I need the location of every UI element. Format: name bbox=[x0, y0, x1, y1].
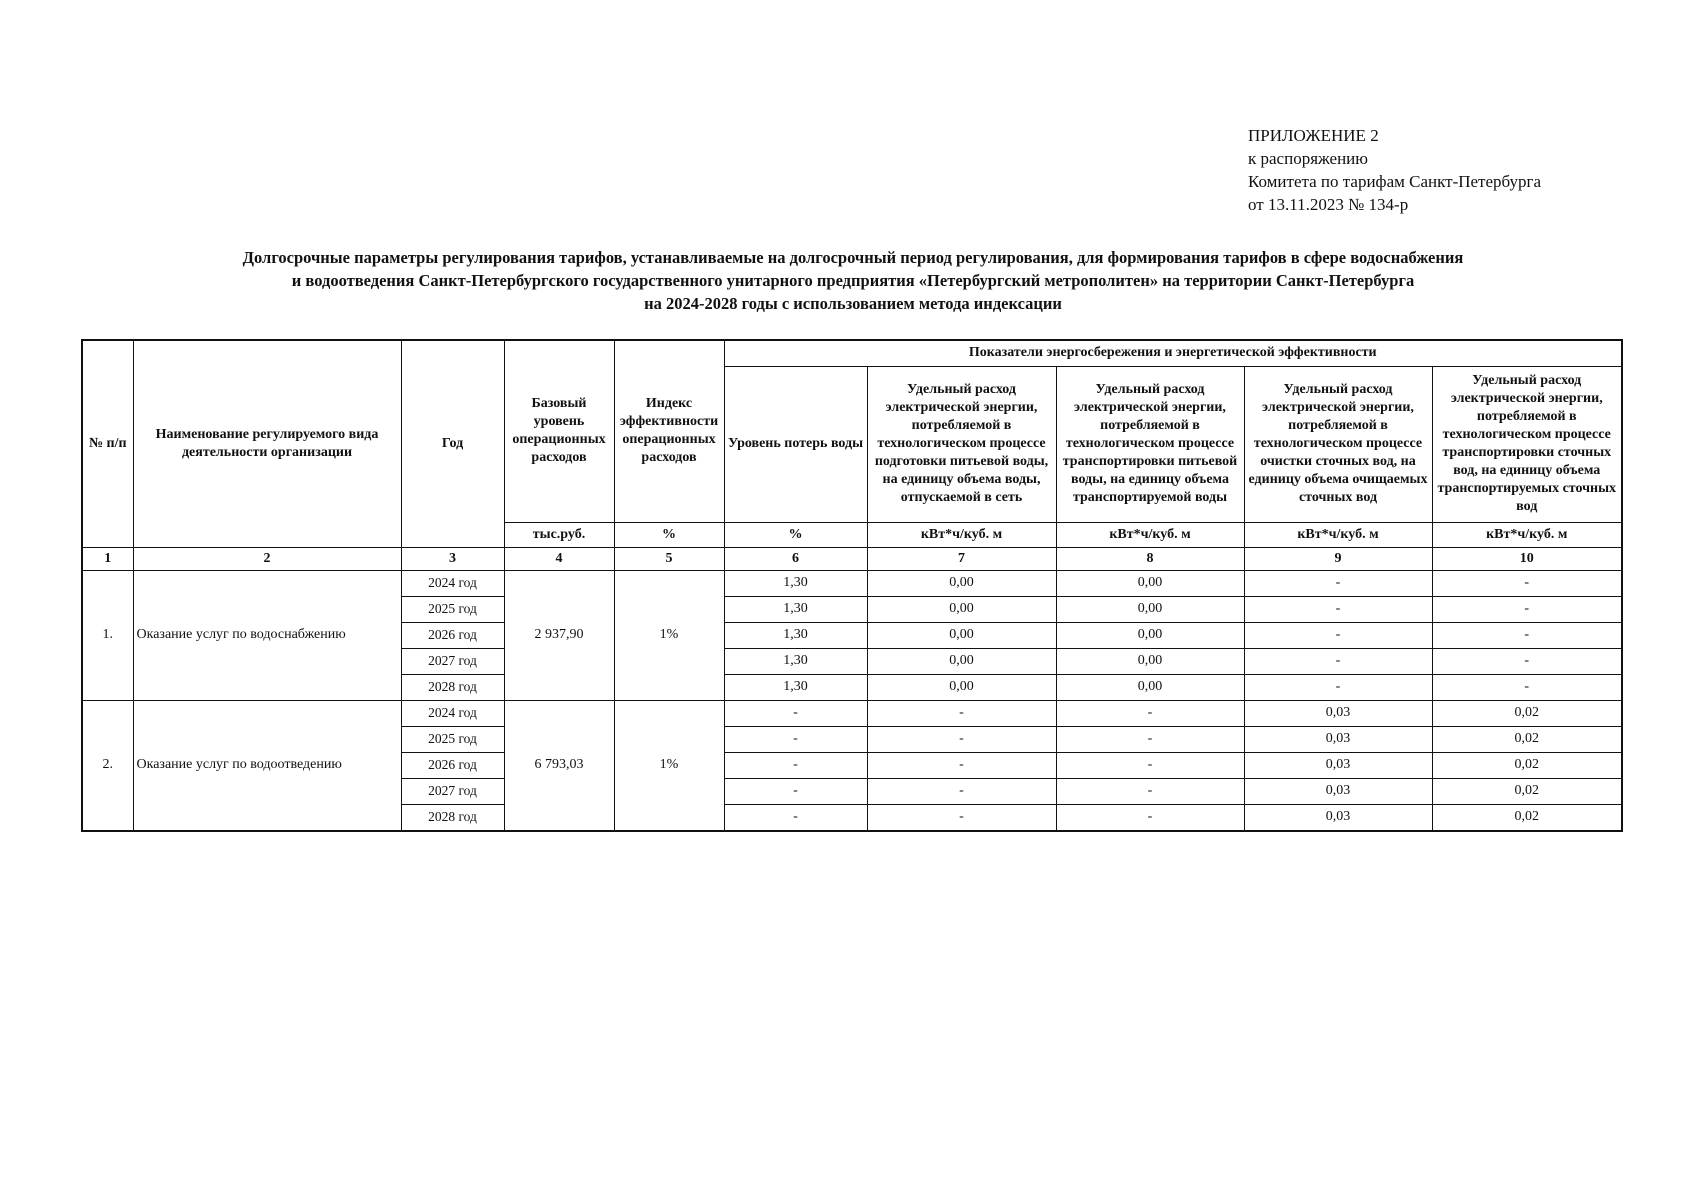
unit-cell: кВт*ч/куб. м bbox=[1432, 522, 1622, 547]
year-cell: 2027 год bbox=[401, 648, 504, 674]
column-number: 9 bbox=[1244, 547, 1432, 570]
col8-value: - bbox=[1056, 700, 1244, 726]
year-cell: 2028 год bbox=[401, 674, 504, 700]
col8-value: - bbox=[1056, 778, 1244, 804]
year-cell: 2025 год bbox=[401, 726, 504, 752]
col9-value: - bbox=[1244, 596, 1432, 622]
header-col7: Удельный расход электрической энергии, потребляемой в технологическом процессе подготовки питьевой воды, на единицу объема воды, отпускаемой в сеть bbox=[867, 366, 1056, 522]
year-cell: 2024 год bbox=[401, 570, 504, 596]
unit-cell: % bbox=[614, 522, 724, 547]
row-number: 1. bbox=[82, 570, 133, 700]
col10-value: - bbox=[1432, 596, 1622, 622]
col7-value: 0,00 bbox=[867, 648, 1056, 674]
col8-value: 0,00 bbox=[1056, 596, 1244, 622]
title-line: Долгосрочные параметры регулирования тарифов, устанавливаемые на долгосрочный период регулирования, для формирования тарифов в сфере водоснабжения bbox=[242, 248, 1464, 267]
header-energy-group: Показатели энергосбережения и энергетической эффективности bbox=[724, 340, 1622, 366]
unit-cell: кВт*ч/куб. м bbox=[1056, 522, 1244, 547]
column-number: 5 bbox=[614, 547, 724, 570]
col8-value: - bbox=[1056, 804, 1244, 831]
col10-value: 0,02 bbox=[1432, 700, 1622, 726]
unit-cell: % bbox=[724, 522, 867, 547]
year-cell: 2026 год bbox=[401, 752, 504, 778]
col7-value: 0,00 bbox=[867, 596, 1056, 622]
col9-value: 0,03 bbox=[1244, 752, 1432, 778]
column-number: 1 bbox=[82, 547, 133, 570]
col10-value: 0,02 bbox=[1432, 804, 1622, 831]
year-cell: 2025 год bbox=[401, 596, 504, 622]
col10-value: - bbox=[1432, 570, 1622, 596]
year-cell: 2028 год bbox=[401, 804, 504, 831]
col9-value: 0,03 bbox=[1244, 804, 1432, 831]
column-number: 2 bbox=[133, 547, 401, 570]
appendix-line: Комитета по тарифам Санкт-Петербурга bbox=[1248, 172, 1542, 191]
col8-value: 0,00 bbox=[1056, 622, 1244, 648]
base-level-value: 2 937,90 bbox=[504, 570, 614, 700]
header-base-level: Базовый уровень операционных расходов bbox=[504, 340, 614, 522]
efficiency-index-value: 1% bbox=[614, 570, 724, 700]
column-number: 8 bbox=[1056, 547, 1244, 570]
row-number: 2. bbox=[82, 700, 133, 831]
water-loss-value: 1,30 bbox=[724, 622, 867, 648]
col10-value: 0,02 bbox=[1432, 752, 1622, 778]
activity-name: Оказание услуг по водоотведению bbox=[133, 700, 401, 831]
header-efficiency-index: Индекс эффективности операционных расходов bbox=[614, 340, 724, 522]
year-cell: 2027 год bbox=[401, 778, 504, 804]
water-loss-value: - bbox=[724, 726, 867, 752]
column-number: 3 bbox=[401, 547, 504, 570]
water-loss-value: 1,30 bbox=[724, 570, 867, 596]
table-row bbox=[82, 700, 1622, 726]
col9-value: - bbox=[1244, 570, 1432, 596]
col8-value: - bbox=[1056, 726, 1244, 752]
appendix-line: к распоряжению bbox=[1248, 149, 1368, 168]
header-activity: Наименование регулируемого вида деятельности организации bbox=[133, 340, 401, 547]
col10-value: - bbox=[1432, 622, 1622, 648]
column-number: 4 bbox=[504, 547, 614, 570]
base-level-value: 6 793,03 bbox=[504, 700, 614, 831]
col7-value: 0,00 bbox=[867, 570, 1056, 596]
col9-value: - bbox=[1244, 622, 1432, 648]
header-year: Год bbox=[401, 340, 504, 547]
col9-value: 0,03 bbox=[1244, 726, 1432, 752]
water-loss-value: - bbox=[724, 700, 867, 726]
appendix-block bbox=[1248, 124, 1541, 216]
header-water-loss: Уровень потерь воды bbox=[724, 366, 867, 522]
col9-value: - bbox=[1244, 674, 1432, 700]
header-num: № п/п bbox=[82, 340, 133, 547]
water-loss-value: - bbox=[724, 752, 867, 778]
col7-value: - bbox=[867, 804, 1056, 831]
table-row bbox=[82, 570, 1622, 596]
col8-value: - bbox=[1056, 752, 1244, 778]
unit-cell: кВт*ч/куб. м bbox=[867, 522, 1056, 547]
col10-value: - bbox=[1432, 648, 1622, 674]
tariff-parameters-table bbox=[81, 339, 1623, 832]
header-col9: Удельный расход электрической энергии, потребляемой в технологическом процессе очистки сточных вод, на единицу объема очищаемых сточных вод bbox=[1244, 366, 1432, 522]
col9-value: - bbox=[1244, 648, 1432, 674]
col10-value: 0,02 bbox=[1432, 726, 1622, 752]
col7-value: 0,00 bbox=[867, 674, 1056, 700]
column-number: 6 bbox=[724, 547, 867, 570]
water-loss-value: 1,30 bbox=[724, 674, 867, 700]
title-line: на 2024-2028 годы с использованием метода индексации bbox=[644, 294, 1062, 313]
appendix-line: от 13.11.2023 № 134-р bbox=[1248, 195, 1409, 214]
water-loss-value: - bbox=[724, 804, 867, 831]
unit-cell: кВт*ч/куб. м bbox=[1244, 522, 1432, 547]
col7-value: 0,00 bbox=[867, 622, 1056, 648]
column-number: 10 bbox=[1432, 547, 1622, 570]
col7-value: - bbox=[867, 752, 1056, 778]
col9-value: 0,03 bbox=[1244, 700, 1432, 726]
appendix-line: ПРИЛОЖЕНИЕ 2 bbox=[1248, 126, 1379, 145]
unit-cell: тыс.руб. bbox=[504, 522, 614, 547]
header-col10: Удельный расход электрической энергии, потребляемой в технологическом процессе транспортировки сточных вод, на единицу объема транспортируемых сточных вод bbox=[1432, 366, 1622, 522]
efficiency-index-value: 1% bbox=[614, 700, 724, 831]
water-loss-value: - bbox=[724, 778, 867, 804]
header-col8: Удельный расход электрической энергии, потребляемой в технологическом процессе транспортировки питьевой воды, на единицу объема транспортируемой воды bbox=[1056, 366, 1244, 522]
col7-value: - bbox=[867, 700, 1056, 726]
water-loss-value: 1,30 bbox=[724, 648, 867, 674]
col8-value: 0,00 bbox=[1056, 570, 1244, 596]
document-title bbox=[80, 246, 1626, 315]
col9-value: 0,03 bbox=[1244, 778, 1432, 804]
col10-value: 0,02 bbox=[1432, 778, 1622, 804]
year-cell: 2026 год bbox=[401, 622, 504, 648]
col8-value: 0,00 bbox=[1056, 648, 1244, 674]
water-loss-value: 1,30 bbox=[724, 596, 867, 622]
activity-name: Оказание услуг по водоснабжению bbox=[133, 570, 401, 700]
column-number: 7 bbox=[867, 547, 1056, 570]
col10-value: - bbox=[1432, 674, 1622, 700]
title-line: и водоотведения Санкт-Петербургского государственного унитарного предприятия «Петербургский метрополитен» на территории Санкт-Петербурга bbox=[291, 271, 1415, 290]
year-cell: 2024 год bbox=[401, 700, 504, 726]
col7-value: - bbox=[867, 778, 1056, 804]
col7-value: - bbox=[867, 726, 1056, 752]
col8-value: 0,00 bbox=[1056, 674, 1244, 700]
